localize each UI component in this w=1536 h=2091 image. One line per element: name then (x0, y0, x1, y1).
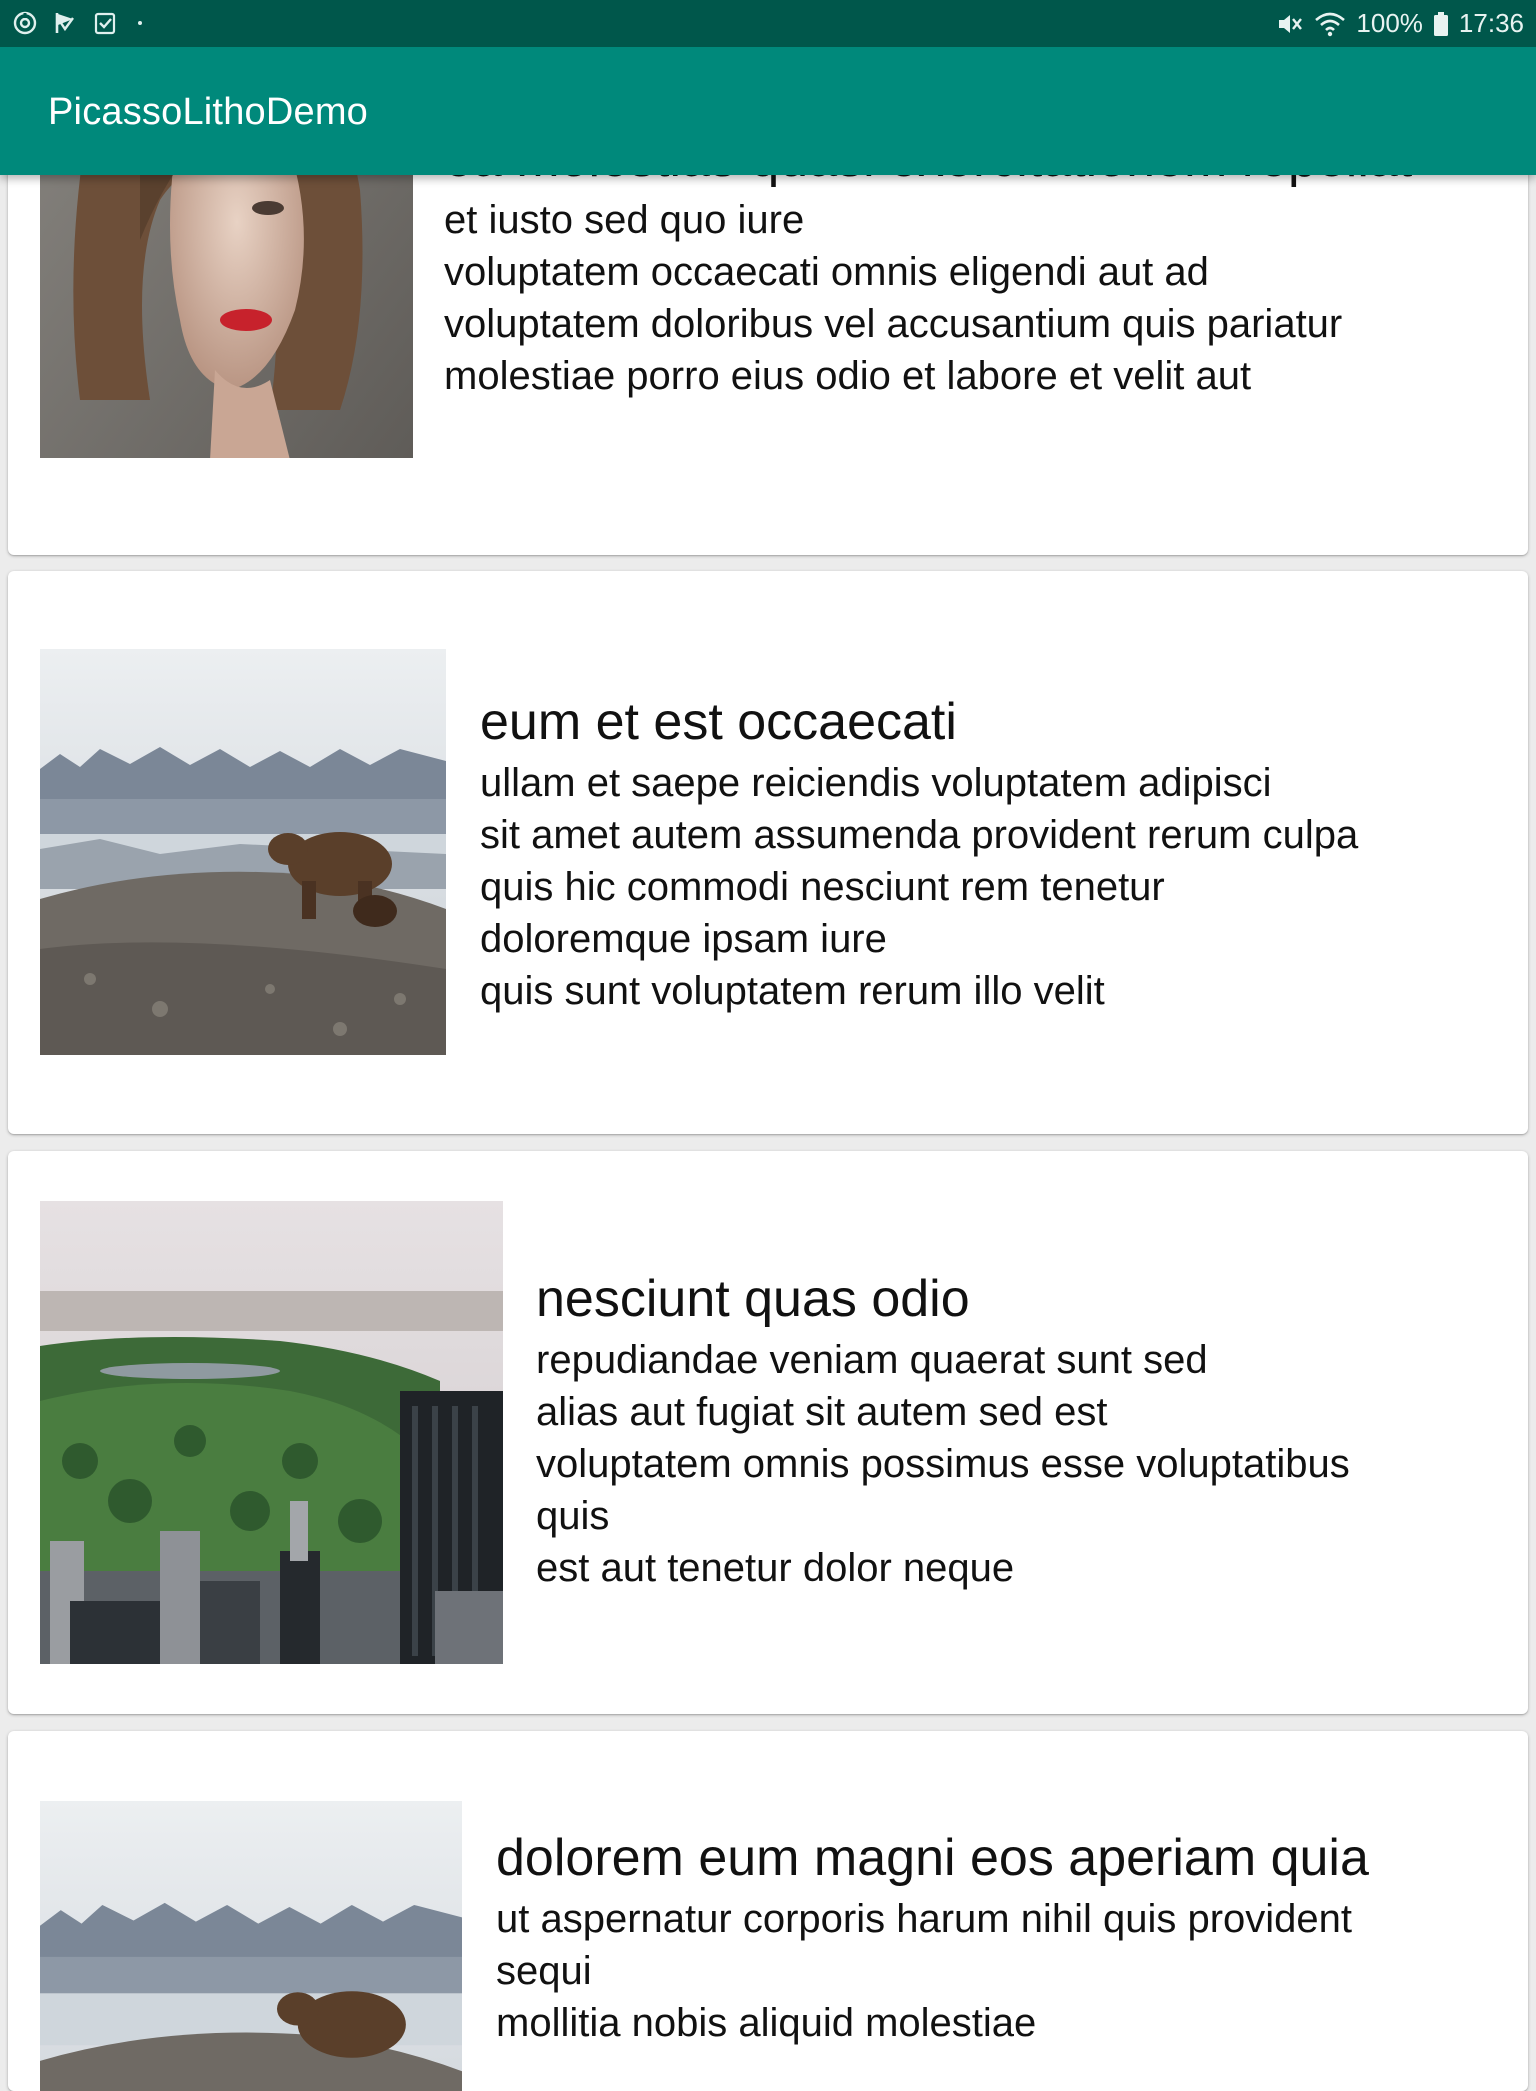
card-body (496, 1893, 1369, 2049)
card-title: dolorem eum magni eos aperiam quia (496, 1829, 1369, 1887)
mute-icon (1276, 11, 1304, 37)
list-card[interactable] (8, 571, 1528, 1134)
notification-icons (12, 10, 142, 36)
city-park-photo (40, 1201, 503, 1664)
card-line: quis hic commodi nesciunt rem tenetur (480, 865, 1165, 909)
card-body (480, 757, 1358, 1017)
card-line: voluptatem omnis possimus esse voluptatibus (536, 1442, 1350, 1486)
battery-icon (1433, 11, 1449, 37)
card-line: mollitia nobis aliquid molestiae (496, 2001, 1037, 2045)
card-body (444, 194, 1412, 402)
card-line: sit amet autem assumenda provident rerum culpa (480, 813, 1359, 857)
checkbox-icon (92, 10, 118, 36)
card-text (536, 1268, 1350, 1594)
card-line: ut aspernatur corporis harum nihil quis provident (496, 1897, 1352, 1941)
list-card[interactable] (8, 1151, 1528, 1714)
card-line: molestiae porro eius odio et labore et velit aut (444, 354, 1252, 398)
app-bar (0, 47, 1536, 175)
card-line: voluptatem doloribus vel accusantium quis pariatur (444, 302, 1343, 346)
wifi-icon (1314, 11, 1346, 37)
card-line: quis (536, 1494, 610, 1538)
card-title: nesciunt quas odio (536, 1270, 970, 1328)
system-status (1276, 0, 1524, 47)
card-title: eum et est occaecati (480, 693, 957, 751)
card-line: ullam et saepe reiciendis voluptatem adipisci (480, 761, 1272, 805)
card-text (480, 691, 1358, 1017)
card-line: quis sunt voluptatem rerum illo velit (480, 969, 1105, 1013)
status-bar (0, 0, 1536, 47)
list-card[interactable] (8, 1731, 1528, 2091)
card-text (496, 1827, 1369, 2049)
flag-icon (52, 10, 78, 36)
sync-icon (12, 10, 38, 36)
clock: 17:36 (1458, 8, 1524, 38)
card-line: et iusto sed quo iure (444, 198, 805, 242)
card-line: alias aut fugiat sit autem sed est (536, 1390, 1108, 1434)
bear-photo (40, 649, 446, 1055)
card-line: est aut tenetur dolor neque (536, 1546, 1015, 1590)
card-line: voluptatem occaecati omnis eligendi aut ad (444, 250, 1209, 294)
dot-icon (138, 21, 142, 25)
battery-percent: 100% (1356, 8, 1423, 38)
card-line: sequi (496, 1949, 592, 1993)
card-body (536, 1334, 1350, 1594)
card-line: repudiandae veniam quaerat sunt sed (536, 1338, 1208, 1382)
app-title: PicassoLithoDemo (48, 91, 369, 133)
card-line: doloremque ipsam iure (480, 917, 887, 961)
